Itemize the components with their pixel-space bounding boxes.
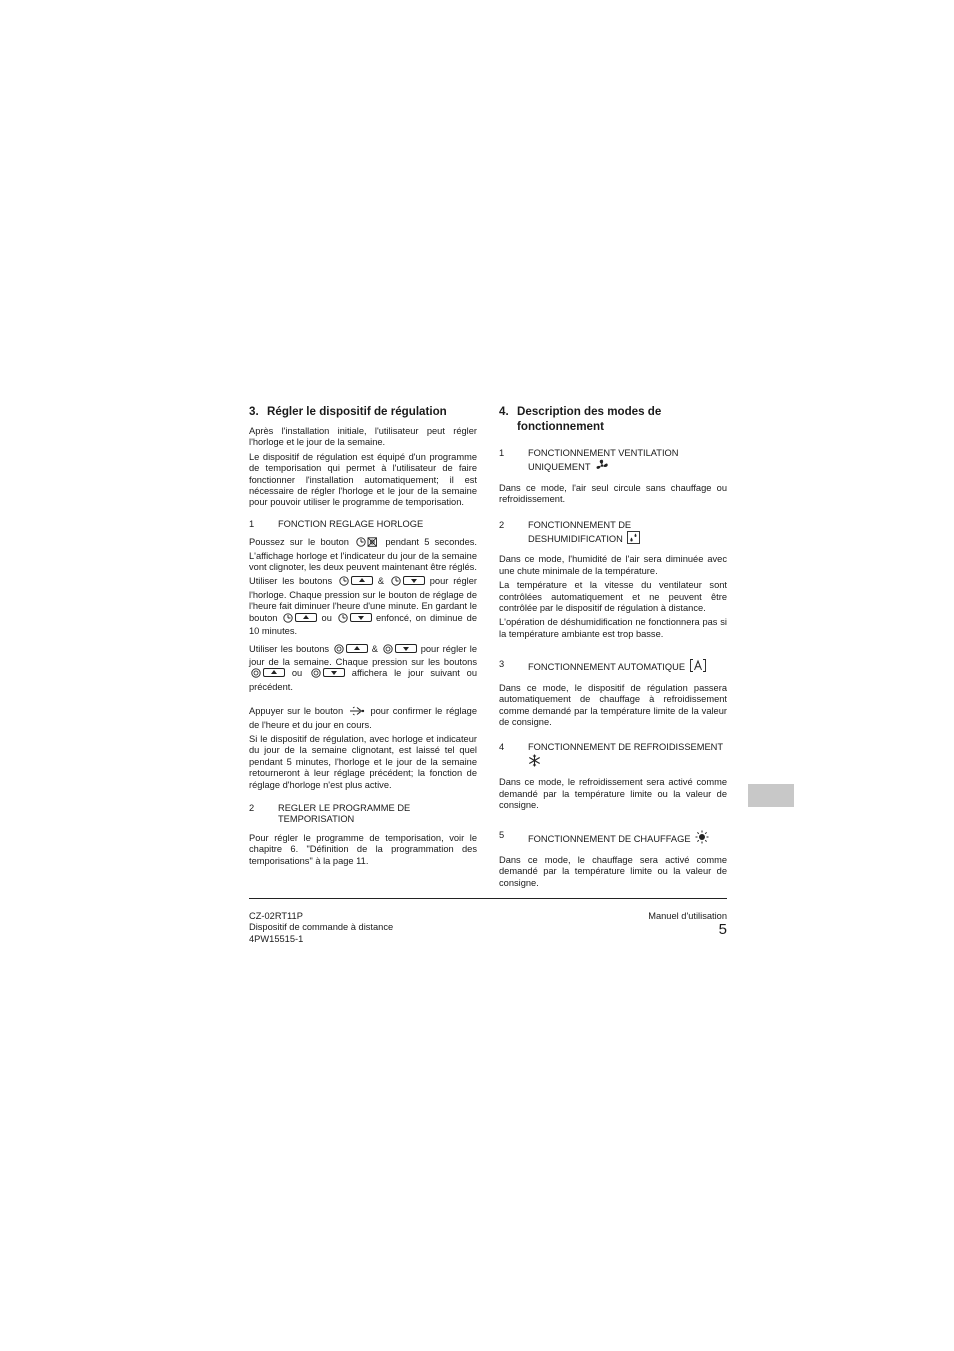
clock-para-4: Appuyer sur le bouton pour confirmer le réglage de l'heure et du jour en cours. [249, 706, 478, 730]
footer-model: CZ-02RT11P [249, 911, 303, 921]
mode-cooling-heading: 4 FONCTIONNEMENT DE REFROIDISSEMENT [499, 742, 727, 770]
chapter-tab [748, 784, 794, 807]
up-arrow-button-icon [346, 644, 368, 653]
footer-left [249, 911, 393, 945]
mode-dehumidify-text-3: L'opération de déshumidification ne fonctionnera pas si la température ambiante est trop basse. [499, 617, 727, 639]
day-icon [383, 644, 393, 657]
mode-fan-only-text: Dans ce mode, l'air seul circule sans chauffage ou refroidissement. [499, 482, 727, 505]
footer-right [600, 911, 727, 937]
snowflake-icon [528, 754, 541, 770]
section-3-intro-2: Le dispositif de régulation est équipé d'un programme de temporisation qui permet à l'utilisateur de faire fonctionner l'installation automatiquement; il est nécessaire de régler l'horloge et le jour de la semaine pour pouvoir utiliser le programme de temporisation. [249, 451, 477, 508]
mode-heating-heading: 5 FONCTIONNEMENT DE CHAUFFAGE [499, 830, 727, 847]
clock-icon [391, 576, 401, 589]
page-number: 5 [718, 921, 727, 939]
mode-dehumidify-text-2: La température et la vitesse du ventilateur sont contrôlées automatiquement et ne peuvent être contrôlée par le dispositif de régulation à distance. [499, 580, 727, 614]
day-icon [334, 644, 344, 657]
clock-icon [283, 613, 293, 626]
sun-icon [695, 830, 709, 847]
mode-heating-text: Dans ce mode, le chauffage sera activé comme demandé par la température limite ou la valeur de consigne. [499, 854, 727, 888]
down-arrow-button-icon [395, 644, 417, 653]
confirm-button-icon [349, 706, 365, 719]
down-arrow-button-icon [350, 613, 372, 622]
clock-icon [339, 576, 349, 589]
clock-para-3: Utiliser les boutons & pour régler le jour de la semaine. Chaque pression sur les boutons ou affichera le jour suivant ou précédent. [249, 643, 478, 692]
up-arrow-button-icon [351, 576, 373, 585]
clock-para-2: Utiliser les boutons & pour régler l'horloge. Chaque pression sur le bouton de réglage de l'heure fait diminuer l'heure d'une minute. En gardant le bouton ou enfoncé, on diminue de 10 minutes. [249, 576, 477, 637]
mode-dehumidify-heading: 2 FONCTIONNEMENT DE DESHUMIDIFICATION [499, 520, 727, 548]
left-column [249, 404, 477, 870]
footer-divider [249, 898, 727, 899]
clock-day-button-icon [356, 537, 378, 550]
clock-para-1: Poussez sur le bouton pendant 5 secondes. L'affichage horloge et l'indicateur du jour de la semaine vont clignoter, les deux peuvent maintenant être réglés. [249, 537, 477, 573]
footer-ref: 4PW15515-1 [249, 933, 304, 944]
mode-auto-text: Dans ce mode, le dispositif de régulation passera automatiquement de chauffage à refroidissement comme demandé par la température limite de la valeur de consigne. [499, 682, 727, 727]
mode-auto-heading: 3 FONCTIONNEMENT AUTOMATIQUE [499, 659, 727, 675]
up-arrow-button-icon [263, 668, 285, 677]
up-arrow-button-icon [295, 613, 317, 622]
down-arrow-button-icon [403, 576, 425, 585]
clock-para-5: Si le dispositif de régulation, avec horloge et indicateur du jour de la semaine clignotant, est laissé tel quel pendant 5 minutes, l'horloge et le jour de la semaine retourneront à leur réglage précédent; la fonction de réglage d'horloge n'est plus active. [249, 733, 477, 790]
clock-icon [338, 613, 348, 626]
auto-mode-icon [690, 659, 706, 675]
footer-device: Dispositif de commande à distance [249, 922, 394, 933]
down-arrow-button-icon [323, 668, 345, 677]
timer-para-1: Pour régler le programme de temporisation, voir le chapitre 6. "Définition de la programmation des temporisations" à la page 11. [249, 832, 477, 866]
day-icon [251, 668, 261, 681]
subsection-timer-program: 2 REGLER LE PROGRAMME DE TEMPORISATION [249, 802, 411, 825]
drops-icon [627, 531, 640, 547]
mode-dehumidify-text-1: Dans ce mode, l'humidité de l'air sera diminuée avec une chute minimale de la température. [499, 554, 727, 576]
section-3-intro-1: Après l'installation initiale, l'utilisateur peut régler l'horloge et le jour de la semaine. [249, 426, 477, 448]
mode-cooling-text: Dans ce mode, le refroidissement sera activé comme demandé par la température limite ou la valeur de consigne. [499, 777, 727, 810]
right-column [499, 404, 727, 892]
footer-manual: Manuel d'utilisation [648, 911, 727, 921]
subsection-clock-setting: 1 FONCTION REGLAGE HORLOGE [249, 518, 424, 529]
mode-fan-only-heading: 1 FONCTIONNEMENT VENTILATION UNIQUEMENT [499, 448, 727, 476]
section-4-heading: 4. Description des modes de fonctionnement [499, 405, 662, 433]
section-3-heading: 3. Régler le dispositif de régulation [249, 405, 447, 418]
day-icon [311, 668, 321, 681]
fan-icon [595, 459, 609, 475]
